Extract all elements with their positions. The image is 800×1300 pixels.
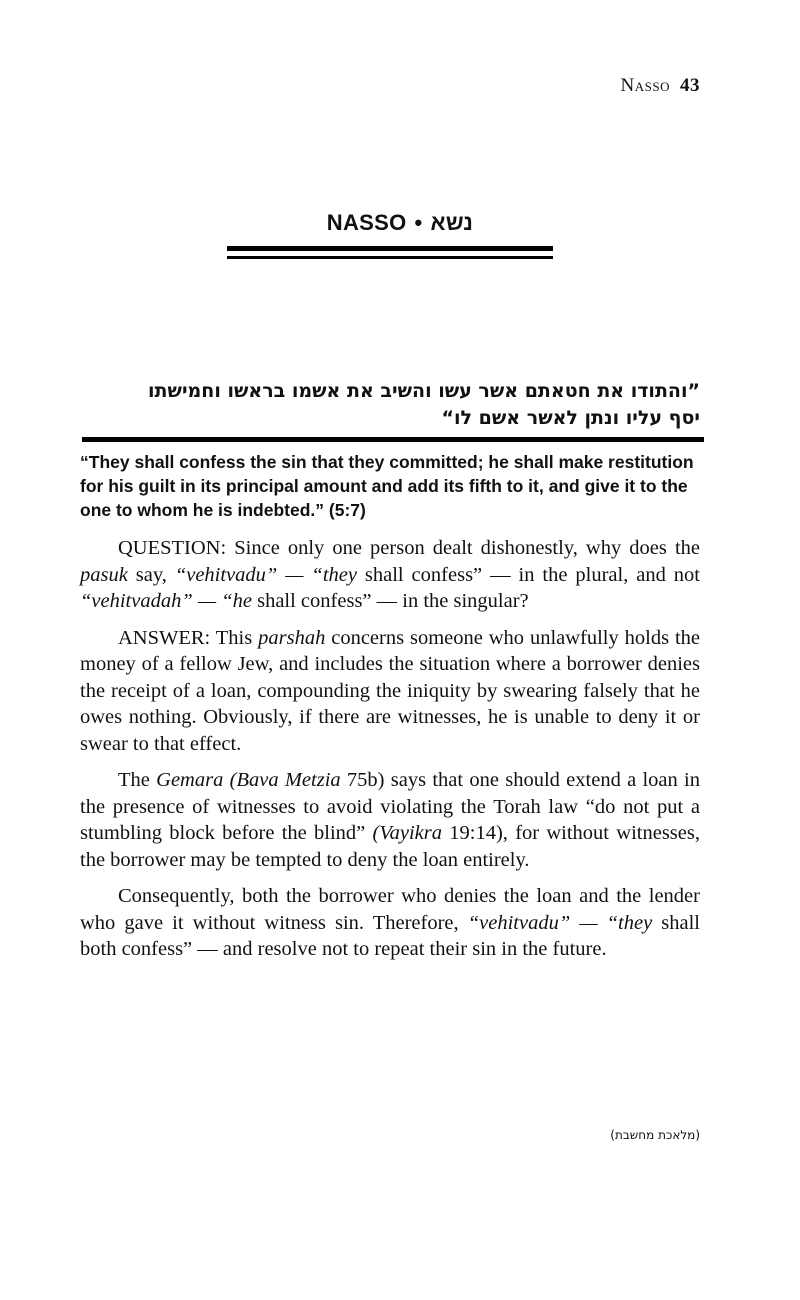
running-head <box>621 75 700 97</box>
italic-run: “vehitvadu” — “they <box>174 563 357 586</box>
conclusion-paragraph <box>80 883 700 963</box>
chapter-title-english: NASSO <box>326 210 407 235</box>
text-run: say, <box>127 563 175 586</box>
italic-run: “vehitvadah” — “he <box>80 590 252 612</box>
page-number: 43 <box>680 75 700 96</box>
text-run: Consequently, both the borrower who denies the loan and the lender who gave it without witness sin. Therefore, <box>80 885 700 934</box>
text-run: 75b) says that one should extend a loan in the presence of witnesses to avoid violating the Torah law “do not put a stumbling block before the blind” <box>80 769 700 844</box>
text-run: The <box>118 769 157 791</box>
text-run: ANSWER: This <box>118 626 259 649</box>
running-head-title: Nasso <box>620 75 670 96</box>
text-run: QUESTION: Since only one person dealt dishonestly, why does the <box>118 537 700 559</box>
text-run: 19:14), for without witnesses, the borrower may be tempted to deny the loan entirely. <box>80 822 700 871</box>
question-paragraph <box>80 535 700 615</box>
verse-rule <box>82 437 704 442</box>
text-run: shall both confess” — and resolve not to repeat their sin in the future. <box>80 911 700 960</box>
text-run: shall confess” — in the singular? <box>251 590 529 612</box>
answer-paragraph <box>80 625 700 758</box>
gemara-paragraph <box>80 767 700 873</box>
chapter-title-separator: • <box>414 210 423 235</box>
title-rule-thin <box>227 256 553 259</box>
verse-hebrew <box>86 378 700 432</box>
italic-run: pasuk <box>80 563 128 586</box>
verse-hebrew-line-1: ”והתודו את חטאתם אשר עשו והשיב את אשמו בראשו וחמישתו <box>148 380 700 402</box>
verse-english: “They shall confess the sin that they committed; he shall make restitution for his guilt in its principal amount and add its fifth to it, and give it to the one to whom he is indebted.” (5:7) <box>80 452 694 520</box>
italic-run: parshah <box>258 626 326 649</box>
italic-run: Gemara (Bava Metzia <box>156 769 341 791</box>
chapter-title <box>0 210 800 236</box>
chapter-title-hebrew: נשא <box>430 210 474 235</box>
italic-run: (Vayikra <box>372 822 442 844</box>
verse-hebrew-line-2: יסף עליו ונתן לאשר אשם לו“ <box>441 407 700 429</box>
text-run: concerns someone who unlawfully holds the money of a fellow Jew, and includes the situation where a borrower denies the receipt of a loan, compounding the iniquity by swearing falsely that he owes nothing. Obviously, if there are witnesses, he is unable to deny it or swear to that effect. <box>80 626 701 755</box>
body-text <box>80 535 700 973</box>
source-citation: (מלאכת מחשבת) <box>610 1128 700 1142</box>
italic-run: “vehitvadu” — “they <box>467 911 653 934</box>
text-run: shall confess” — in the plural, and not <box>356 563 700 586</box>
title-rule-thick <box>227 246 553 251</box>
